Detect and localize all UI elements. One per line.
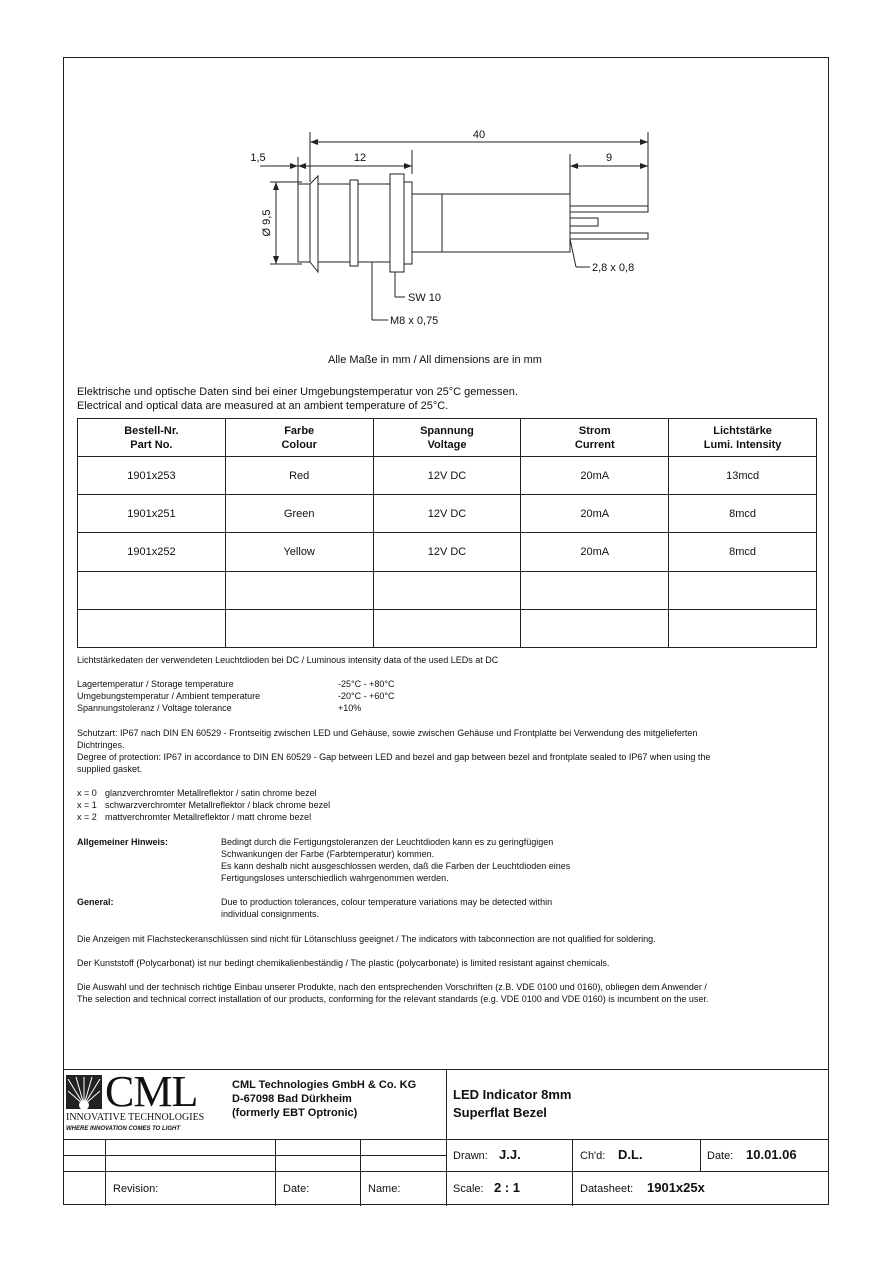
variant-code: x = 2 <box>77 812 97 822</box>
cell-voltage <box>373 609 521 647</box>
technical-drawing <box>230 122 670 334</box>
cml-sunburst-logo-icon <box>66 1075 102 1109</box>
cell-voltage: 12V DC <box>373 533 521 571</box>
cell-colour: Green <box>225 495 373 533</box>
header-intensity: Lichtstärke Lumi. Intensity <box>669 419 817 457</box>
dim-diameter-label: Ø 9,5 <box>261 209 273 237</box>
cell-current <box>521 571 669 609</box>
header-current: Strom Current <box>521 419 669 457</box>
dim-total-label: 40 <box>472 129 486 141</box>
cell-part-no <box>78 609 226 647</box>
scale-value: 2 : 1 <box>494 1180 521 1195</box>
company-address: D-67098 Bad Dürkheim <box>232 1093 352 1105</box>
cell-voltage: 12V DC <box>373 495 521 533</box>
variant-text: schwarzverchromter Metallreflektor / black chrome bezel <box>105 800 331 810</box>
selection-note-line-2: The selection and technical correct installation of our products, conforming for the relevant standards (e.g. VDE 0100 and VDE 0160) is incumbent on the user. <box>77 994 709 1004</box>
cell-voltage: 12V DC <box>373 457 521 495</box>
cml-logo-tagline: WHERE INNOVATION COMES TO LIGHT <box>66 1126 180 1132</box>
drawn-label: Drawn: <box>453 1150 488 1162</box>
product-subtitle: Superflat Bezel <box>453 1105 547 1120</box>
cell-part-no: 1901x253 <box>78 457 226 495</box>
checked-value: D.L. <box>618 1147 643 1162</box>
voltage-tolerance-value: +10% <box>338 703 362 713</box>
temp-value-storage: -25°C - +80°C <box>338 679 395 689</box>
company-formerly: (formerly EBT Optronic) <box>232 1107 358 1119</box>
cell-colour <box>225 609 373 647</box>
temp-label-ambient: Umgebungstemperatur / Ambient temperature <box>77 691 261 701</box>
dim-pin-size-label: 2,8 x 0,8 <box>592 262 635 274</box>
table-row <box>78 609 817 647</box>
datasheet-value: 1901x25x <box>647 1180 705 1195</box>
cell-current: 20mA <box>521 533 669 571</box>
revision-label: Revision: <box>113 1183 159 1195</box>
cell-intensity <box>669 609 817 647</box>
protection-en-line-2: supplied gasket. <box>77 764 143 774</box>
thread-label: M8 x 0,75 <box>390 315 439 327</box>
led-indicator-dimension-drawing <box>230 122 670 334</box>
table-row <box>78 495 817 533</box>
general-de-line: Schwankungen der Farbe (Farbtemperatur) kommen. <box>221 849 435 859</box>
variant-code: x = 1 <box>77 800 97 810</box>
table-row <box>78 457 817 495</box>
cell-part-no: 1901x252 <box>78 533 226 571</box>
cell-part-no: 1901x251 <box>78 495 226 533</box>
table-row <box>78 571 817 609</box>
date-label: Date: <box>707 1150 734 1162</box>
cell-intensity: 13mcd <box>669 457 817 495</box>
dim-bezel-label: 1,5 <box>250 152 266 164</box>
title-block <box>63 1069 829 1206</box>
wrench-size-label: SW 10 <box>408 292 442 304</box>
protection-en-line-1: Degree of protection: IP67 in accordance to DIN EN 60529 - Gap between LED and bezel and gap between bezel and frontplate sealed to IP67 when using the <box>77 752 711 762</box>
cell-voltage <box>373 571 521 609</box>
plastic-note: Der Kunststoff (Polycarbonat) ist nur bedingt chemikalienbeständig / The plastic (polycarbonate) is limited resistant against chemicals. <box>77 958 610 968</box>
general-de-line: Bedingt durch die Fertigungstoleranzen der Leuchtdioden kann es zu geringfügigen <box>221 837 554 847</box>
general-en-title: General: <box>77 897 114 907</box>
cell-intensity: 8mcd <box>669 495 817 533</box>
cell-current: 20mA <box>521 495 669 533</box>
tab-connection-note: Die Anzeigen mit Flachsteckeranschlüssen sind nicht für Lötanschluss geeignet / The indicators with tabconnection are not qualified for soldering. <box>77 934 656 944</box>
scale-label: Scale: <box>453 1183 484 1195</box>
cml-logo-subtitle: INNOVATIVE TECHNOLOGIES <box>66 1112 205 1123</box>
cell-current: 20mA <box>521 457 669 495</box>
dim-pins-label: 9 <box>605 152 613 164</box>
cell-colour <box>225 571 373 609</box>
variant-text: glanzverchromter Metallreflektor / satin chrome bezel <box>105 788 317 798</box>
table-header-row <box>78 419 817 457</box>
cell-colour: Yellow <box>225 533 373 571</box>
header-colour: Farbe Colour <box>225 419 373 457</box>
variant-code: x = 0 <box>77 788 97 798</box>
drawn-value: J.J. <box>499 1147 521 1162</box>
general-en-line: individual consignments. <box>221 909 320 919</box>
company-name: CML Technologies GmbH & Co. KG <box>232 1079 417 1091</box>
checked-label: Ch'd: <box>580 1150 606 1162</box>
dim-body-label: 12 <box>353 152 367 164</box>
header-part-no: Bestell-Nr. Part No. <box>78 419 226 457</box>
revision-date-label: Date: <box>283 1183 310 1195</box>
revision-name-label: Name: <box>368 1183 401 1195</box>
cml-logo-text: CML <box>105 1067 198 1116</box>
table-row <box>78 533 817 571</box>
date-value: 10.01.06 <box>746 1147 797 1162</box>
cell-current <box>521 609 669 647</box>
cell-part-no <box>78 571 226 609</box>
cell-intensity: 8mcd <box>669 533 817 571</box>
voltage-tolerance-label: Spannungstoleranz / Voltage tolerance <box>77 703 232 713</box>
general-de-line: Es kann deshalb nicht ausgeschlossen werden, daß die Farben der Leuchtdioden eines <box>221 861 571 871</box>
led-data-table <box>77 418 817 648</box>
header-voltage: Spannung Voltage <box>373 419 521 457</box>
luminous-note: Lichtstärkedaten der verwendeten Leuchtdioden bei DC / Luminous intensity data of the used LEDs at DC <box>77 655 499 665</box>
general-en-line: Due to production tolerances, colour temperature variations may be detected within <box>221 897 553 907</box>
variant-text: mattverchromter Metallreflektor / matt chrome bezel <box>105 812 312 822</box>
cell-colour: Red <box>225 457 373 495</box>
cell-intensity <box>669 571 817 609</box>
temp-label-storage: Lagertemperatur / Storage temperature <box>77 679 234 689</box>
selection-note-line-1: Die Auswahl und der technisch richtige Einbau unserer Produkte, nach den entsprechenden Vorschriften (z.B. VDE 0100 und 0160), obliegen dem Anwender / <box>77 982 707 992</box>
product-title: LED Indicator 8mm <box>453 1087 572 1102</box>
temp-value-ambient: -20°C - +60°C <box>338 691 395 701</box>
protection-de-line-2: Dichtringes. <box>77 740 125 750</box>
protection-de-line-1: Schutzart: IP67 nach DIN EN 60529 - Frontseitig zwischen LED und Gehäuse, sowie zwischen Gehäuse und Frontplatte bei Verwendung des mitgelieferten <box>77 728 698 738</box>
general-de-title: Allgemeiner Hinweis: <box>77 837 169 847</box>
intro-en: Electrical and optical data are measured at an ambient temperature of 25°C. <box>77 400 449 412</box>
intro-de: Elektrische und optische Daten sind bei einer Umgebungstemperatur von 25°C gemessen. <box>77 386 518 398</box>
datasheet-label: Datasheet: <box>580 1183 634 1195</box>
dimensions-note: Alle Maße in mm / All dimensions are in mm <box>328 354 542 366</box>
general-de-line: Fertigungsloses unterschiedlich wahrgenommen werden. <box>221 873 449 883</box>
